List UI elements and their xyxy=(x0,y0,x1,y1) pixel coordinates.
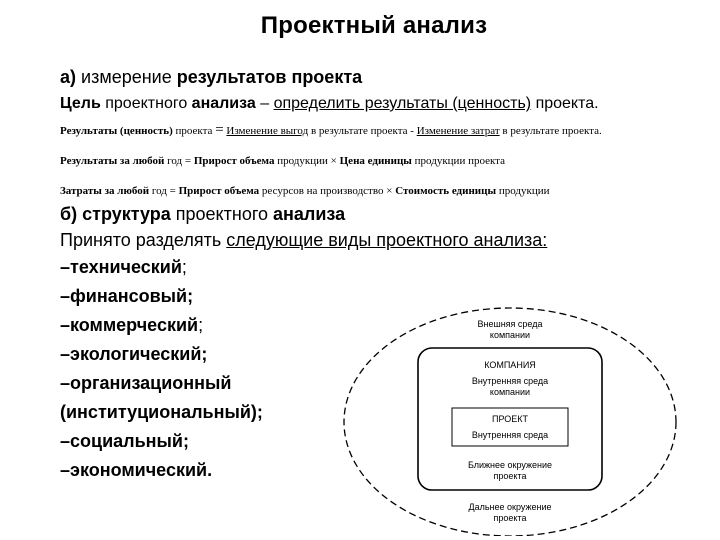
yearly-bold3: Цена единицы xyxy=(339,155,412,167)
far-environment-label-1: Дальнее окружение xyxy=(468,502,552,512)
list-item: –социальный; xyxy=(60,431,189,451)
results-text3: в результате проекта. xyxy=(502,125,602,137)
goal-bold: анализа xyxy=(191,95,256,112)
yearly-text3: продукции проекта xyxy=(414,155,506,167)
results-paragraph xyxy=(60,122,680,139)
project-inner-label: Внутренняя среда xyxy=(471,430,549,440)
goal-text1: проектного xyxy=(105,95,188,112)
results-text1: проекта xyxy=(175,125,213,137)
costs-paragraph xyxy=(60,183,680,199)
results-bold: Результаты (ценность) xyxy=(60,125,173,137)
costs-text2: ресурсов на производство xyxy=(261,185,384,197)
yearly-times: × xyxy=(330,155,337,167)
costs-times: × xyxy=(386,185,393,197)
near-environment-label-1: Ближнее окружение xyxy=(467,460,553,470)
list-item: –коммерческий; xyxy=(60,315,204,335)
company-label: КОМПАНИЯ xyxy=(484,360,536,370)
goal-dash: – xyxy=(260,95,270,112)
accepted-underline: следующие виды проектного анализа: xyxy=(226,230,548,250)
outer-environment-label-1: Внешняя среда xyxy=(477,319,543,329)
yearly-results-paragraph xyxy=(60,153,680,169)
section-b-heading xyxy=(60,203,680,225)
yearly-bold2: Прирост объема xyxy=(193,155,275,167)
results-text2: в результате проекта - xyxy=(310,125,414,137)
costs-text3: продукции xyxy=(498,185,550,197)
section-a-bold: результатов проекта xyxy=(176,67,363,87)
section-b-label: б) структура xyxy=(60,204,171,224)
list-item: –экологический; xyxy=(60,344,208,364)
near-environment-label-2: проекта xyxy=(493,471,527,481)
outer-environment-label-2: компании xyxy=(489,330,531,340)
project-label: ПРОЕКТ xyxy=(491,414,529,424)
costs-bold3: Стоимость единицы xyxy=(395,185,497,197)
results-eq: = xyxy=(215,122,224,138)
slide-title: Проектный анализ xyxy=(260,12,488,39)
results-underline2: Изменение затрат xyxy=(416,125,500,137)
list-item: –технический; xyxy=(60,257,187,277)
list-item: (институциональный); xyxy=(60,402,263,422)
yearly-text1: год = xyxy=(167,155,192,167)
goal-label: Цель xyxy=(60,95,101,112)
results-underline1: Изменение выгод xyxy=(226,125,309,137)
company-inner-label-1: Внутренняя среда xyxy=(471,376,549,386)
section-a-text: измерение xyxy=(81,67,172,87)
far-environment-label-2: проекта xyxy=(493,513,527,523)
yearly-text2: продукции xyxy=(277,155,328,167)
accepted-text: Принято разделять xyxy=(60,230,222,250)
section-a-heading xyxy=(60,66,680,88)
costs-bold1: Затраты за любой xyxy=(60,185,150,197)
yearly-bold1: Результаты за любой xyxy=(60,155,165,167)
goal-line xyxy=(60,94,680,114)
costs-bold2: Прирост объема xyxy=(178,185,260,197)
company-inner-label-2: компании xyxy=(489,387,531,397)
section-a-label: а) xyxy=(60,67,77,87)
list-item: –организационный xyxy=(60,373,232,393)
section-b-bold: анализа xyxy=(273,204,346,224)
goal-text2: проекта. xyxy=(535,95,599,112)
goal-underline: определить результаты (ценность) xyxy=(273,95,532,112)
costs-text1: год = xyxy=(151,185,176,197)
project-environment-diagram xyxy=(330,300,685,536)
section-b-text: проектного xyxy=(175,204,269,224)
accepted-line xyxy=(60,229,680,251)
list-item: –финансовый; xyxy=(60,286,194,306)
list-item: –экономический. xyxy=(60,460,213,480)
